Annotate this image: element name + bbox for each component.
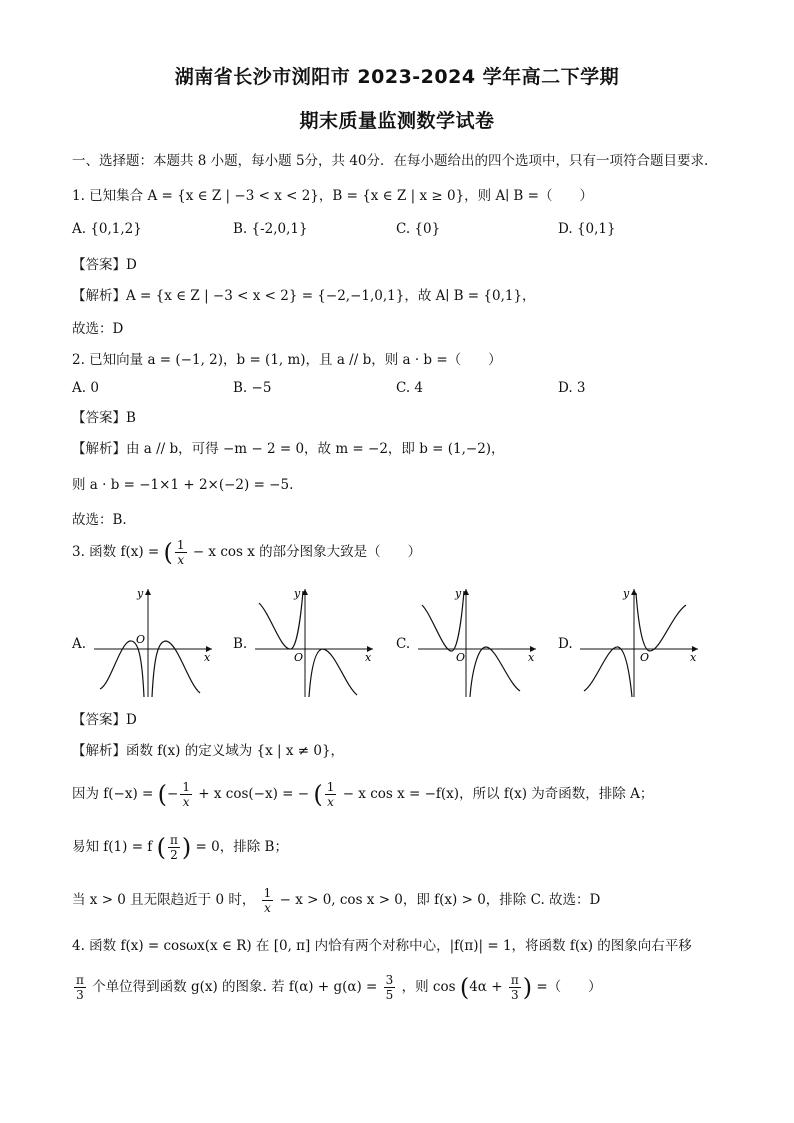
q1-option-d: D. {0,1} — [558, 221, 616, 237]
graph-c-origin: O — [456, 651, 466, 664]
page-subtitle: 期末质量监测数学试卷 — [299, 110, 495, 132]
q3-analysis-3: 易知 f(1) = f ( $\frac{\pi}{2}$ ) = 0，排除 B； — [72, 833, 288, 862]
q3-analysis-2: 因为 f(−x) = (− $\frac{1}{x}$ + x cos(−x) = − ( $\frac{1}{x}$ − x cos x = −f(x)，所以 f(x) 为奇函数，排除 A； — [72, 780, 654, 809]
graph-d-origin: O — [640, 651, 650, 664]
page-title: 湖南省长沙市浏阳市 2023-2024 学年高二下学期 — [174, 66, 620, 88]
graph-a-label: A. — [72, 636, 87, 652]
q2-option-c: C. 4 — [396, 380, 424, 396]
q3-stem-fraction: $\frac{1}{x}$ — [176, 538, 185, 567]
q2-conclusion: 故选：B. — [72, 512, 127, 528]
q1-conclusion: 故选：D — [72, 321, 124, 337]
q1-analysis: 【解析】A = {x ∈ Z | −3 < x < 2} = {−2,−1,0,1}，故 A∣ B = {0,1}， — [72, 288, 536, 304]
graph-b-origin: O — [294, 651, 304, 664]
graph-d-x-label: x — [690, 651, 697, 664]
q1-option-a: A. {0,1,2} — [72, 221, 142, 237]
graph-a-x-label: x — [204, 651, 211, 664]
graph-a-y-label: y — [137, 587, 144, 600]
graph-a-origin: O — [136, 633, 146, 646]
q2-option-d: D. 3 — [558, 380, 586, 396]
graph-a — [92, 585, 217, 700]
q2-analysis-2: 则 a · b = −1×1 + 2×(−2) = −5. — [72, 477, 294, 493]
graph-b-label: B. — [233, 636, 248, 652]
q2-option-b: B. −5 — [233, 380, 272, 396]
q2-stem: 2. 已知向量 a = (−1, 2)，b = (1, m)，且 a // b，则 a · b =（ ） — [72, 352, 502, 368]
q3-stem: 3. 函数 f(x) = ( $\frac{1}{x}$ − x cos x 的部分图象大致是（ ） — [72, 538, 422, 567]
q1-option-b: B. {-2,0,1} — [233, 221, 308, 237]
graph-b — [253, 585, 378, 700]
graph-d — [578, 585, 703, 700]
q2-analysis-1: 【解析】由 a // b，可得 −m − 2 = 0，故 m = −2，即 b = (1,−2)， — [72, 441, 505, 457]
section-header: 一、选择题：本题共 8 小题，每小题 5分，共 40分．在每小题给出的四个选项中，只有一项符合题目要求. — [72, 153, 709, 169]
graph-d-label: D. — [558, 636, 573, 652]
q1-option-c: C. {0} — [396, 221, 441, 237]
graph-b-x-label: x — [365, 651, 372, 664]
q3-answer: 【答案】D — [72, 712, 137, 728]
q4-stem-1: 4. 函数 f(x) = cosωx(x ∈ R) 在 [0, π] 内恰有两个对称中心，|f(π)| = 1，将函数 f(x) 的图象向右平移 — [72, 938, 692, 954]
q4-stem-2: $\frac{\pi}{3}$ 个单位得到函数 g(x) 的图象. 若 f(α) + g(α) = $\frac{3}{5}$ ，则 cos (4α + $\frac{\pi}{3}$ ) =（ ） — [76, 973, 602, 1002]
graph-c — [416, 585, 541, 700]
graph-b-y-label: y — [294, 587, 301, 600]
q3-analysis-1: 【解析】函数 f(x) 的定义域为 {x | x ≠ 0}， — [72, 743, 345, 759]
graph-c-x-label: x — [528, 651, 535, 664]
q1-answer: 【答案】D — [72, 257, 137, 273]
q2-answer: 【答案】B — [72, 410, 136, 426]
q2-option-a: A. 0 — [72, 380, 99, 396]
q1-stem: 1. 已知集合 A = {x ∈ Z | −3 < x < 2}，B = {x ∈ Z | x ≥ 0}，则 A∣ B =（ ） — [72, 188, 593, 204]
graph-c-label: C. — [396, 636, 411, 652]
graph-c-y-label: y — [455, 587, 462, 600]
graph-d-y-label: y — [623, 587, 630, 600]
q3-analysis-4: 当 x > 0 且无限趋近于 0 时， $\frac{1}{x}$ − x > 0, cos x > 0，即 f(x) > 0，排除 C. 故选：D — [72, 886, 601, 915]
